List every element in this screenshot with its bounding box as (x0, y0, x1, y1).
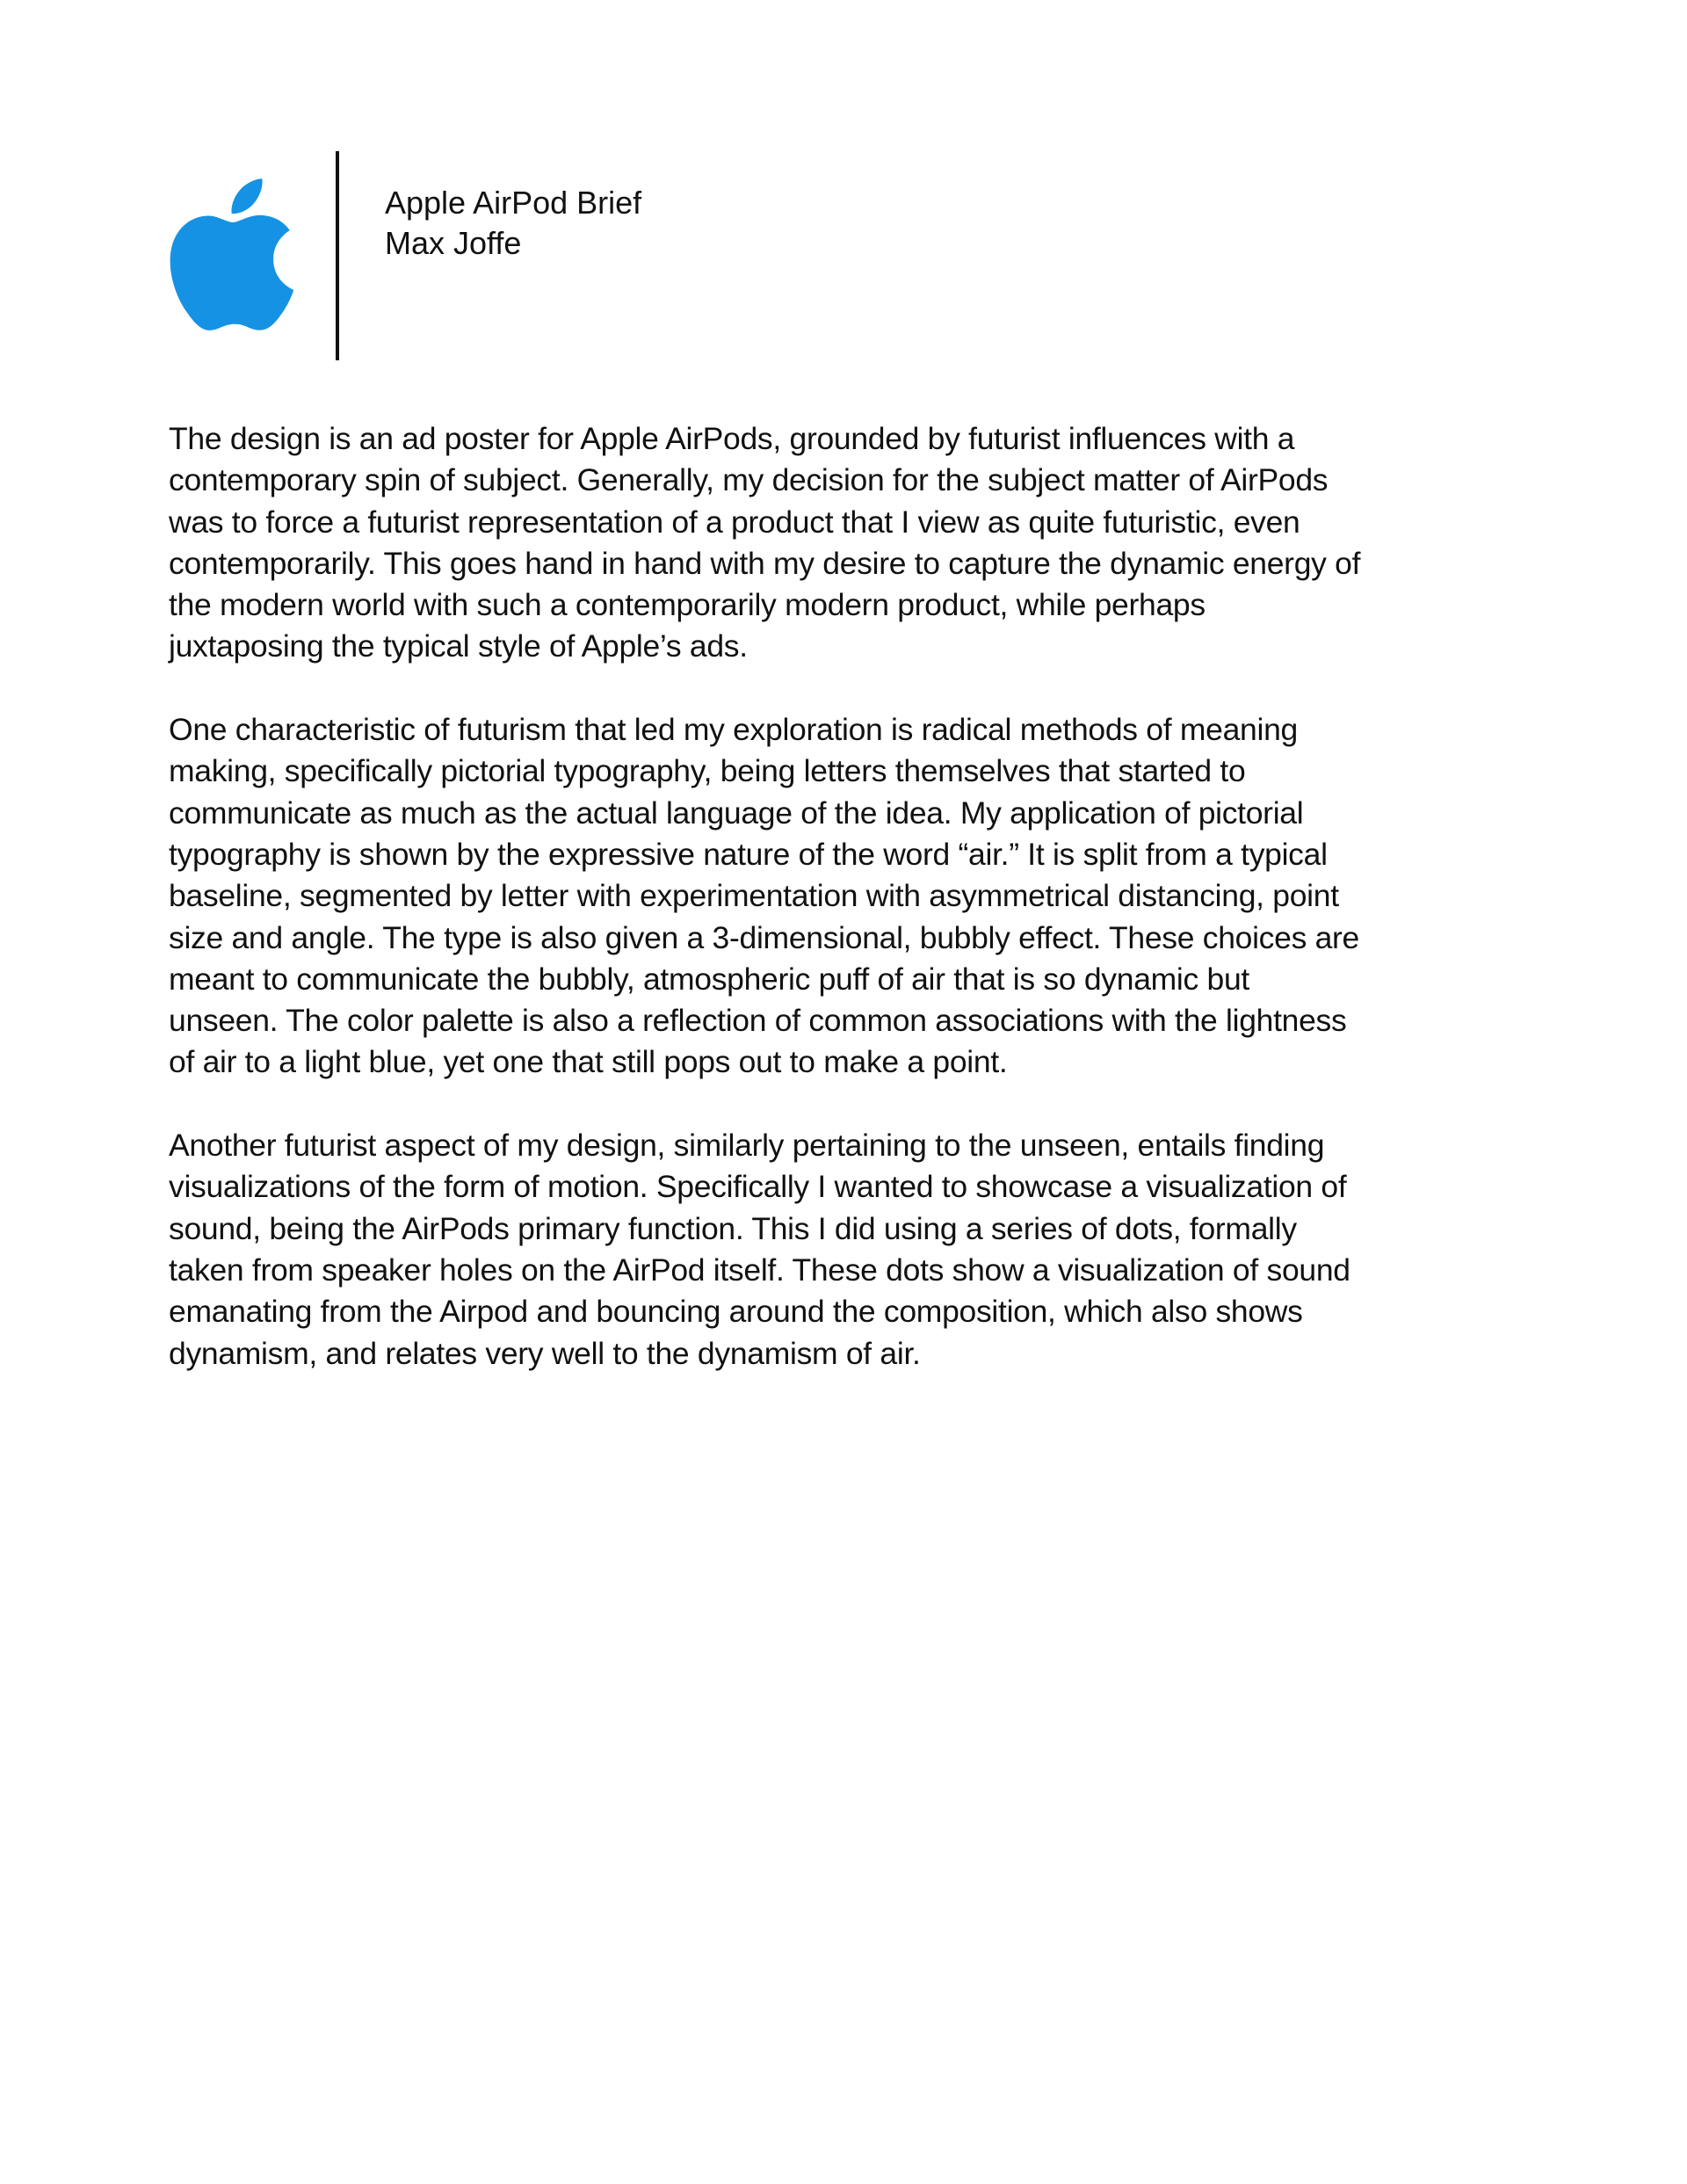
paragraph-3: Another futurist aspect of my design, similarly pertaining to the unseen, entails finding visualizations of the form of motion. Specifically I wanted to showcase a visualization of sound, being the AirPods primary function. This I did using a series of dots, formally taken from speaker holes on the AirPod itself. These dots show a visualization of sound emanating from the Airpod and bouncing around the composition, which also shows dynamism, and relates very well to the dynamism of air. (169, 1128, 1350, 1371)
document-body (169, 418, 1364, 1416)
author-name: Max Joffe (385, 225, 522, 261)
document-header (155, 151, 945, 360)
paragraph-1: The design is an ad poster for Apple AirPods, grounded by futurist influences with a contemporary spin of subject. Generally, my decision for the subject matter of AirPods was to force a futurist representation of a product that I view as quite futuristic, even contemporarily. This goes hand in hand with my desire to capture the dynamic energy of the modern world with such a contemporarily modern product, while perhaps juxtaposing the typical style of Apple’s ads. (169, 421, 1361, 664)
document-title: Apple AirPod Brief (385, 185, 642, 221)
paragraph-2: One characteristic of futurism that led my exploration is radical methods of meaning making, specifically pictorial typography, being letters themselves that started to communicate as much as the actual language of the idea. My application of pictorial typography is shown by the expressive nature of the word “air.” It is split from a typical baseline, segmented by letter with experimentation with asymmetrical distancing, point size and angle. The type is also given a 3-dimensional, bubbly effect. These choices are meant to communicate the bubbly, atmospheric puff of air that is so dynamic but unseen. The color palette is also a reflection of common associations with the lightness of air to a light blue, yet one that still pops out to make a point. (169, 712, 1359, 1080)
header-divider (336, 151, 339, 360)
apple-logo-icon (155, 162, 315, 348)
title-block (385, 183, 641, 264)
